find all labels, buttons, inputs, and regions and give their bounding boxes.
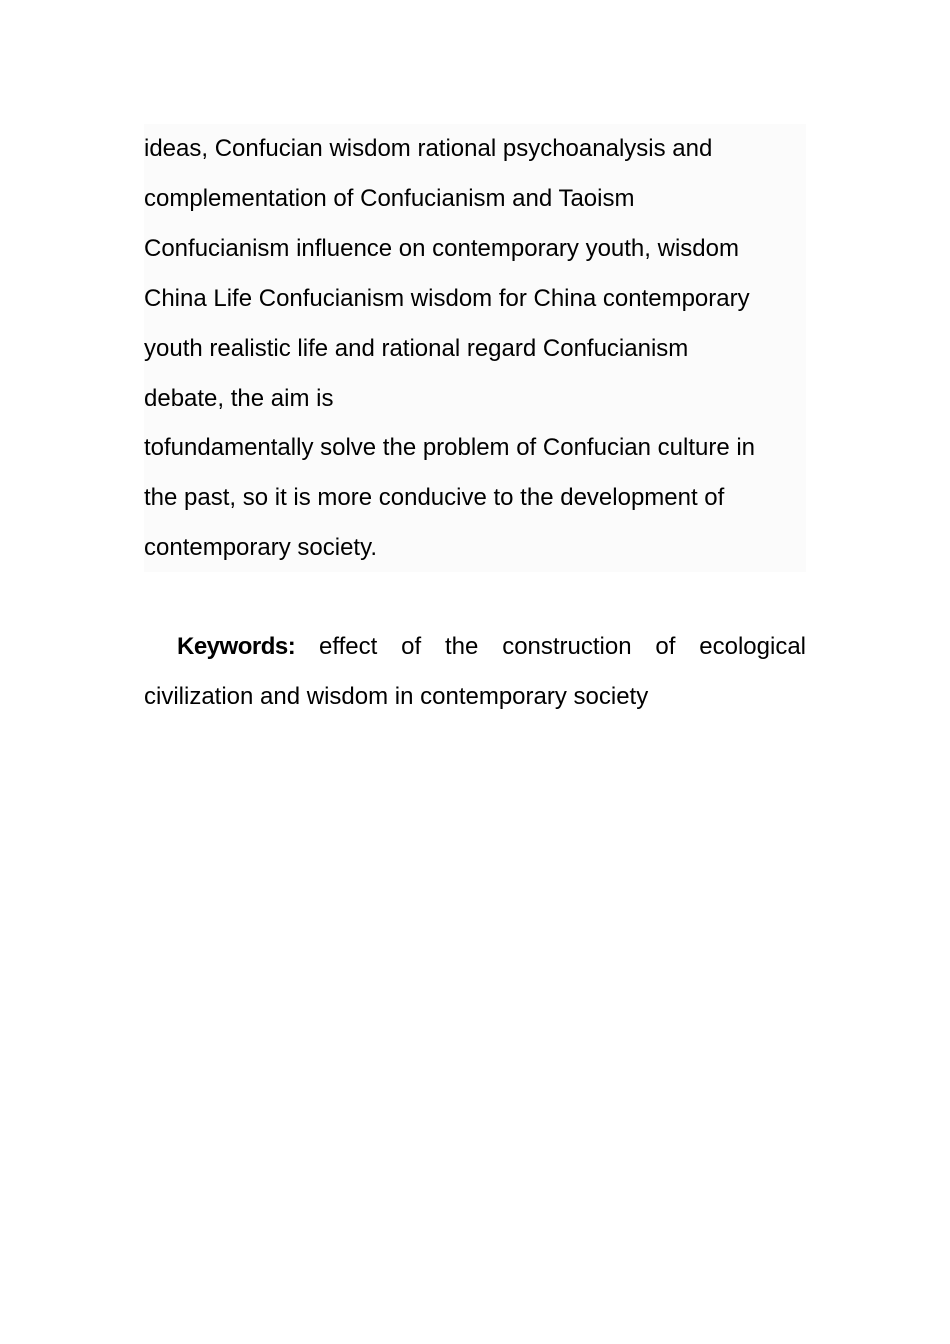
keywords-paragraph bbox=[144, 622, 806, 722]
abstract-line: China Life Confucianism wisdom for China contemporary bbox=[144, 285, 750, 312]
keywords-text-line2: civilization and wisdom in contemporary society bbox=[144, 683, 649, 710]
abstract-line: contemporary society. bbox=[144, 534, 377, 561]
abstract-line: the past, so it is more conducive to the development of bbox=[144, 484, 725, 511]
abstract-line: Confucianism influence on contemporary youth, wisdom bbox=[144, 235, 739, 262]
keywords-first-line bbox=[144, 622, 806, 672]
keywords-text-line1: effect of the construction of ecological bbox=[319, 633, 806, 660]
abstract-line: youth realistic life and rational regard Confucianism bbox=[144, 335, 689, 362]
abstract-line: complementation of Confucianism and Taoism bbox=[144, 185, 635, 212]
abstract-line: tofundamentally solve the problem of Confucian culture in bbox=[144, 434, 756, 461]
abstract-line: debate, the aim is bbox=[144, 385, 334, 412]
abstract-line: ideas, Confucian wisdom rational psychoanalysis and bbox=[144, 135, 713, 162]
keywords-label: Keywords: bbox=[177, 633, 296, 660]
